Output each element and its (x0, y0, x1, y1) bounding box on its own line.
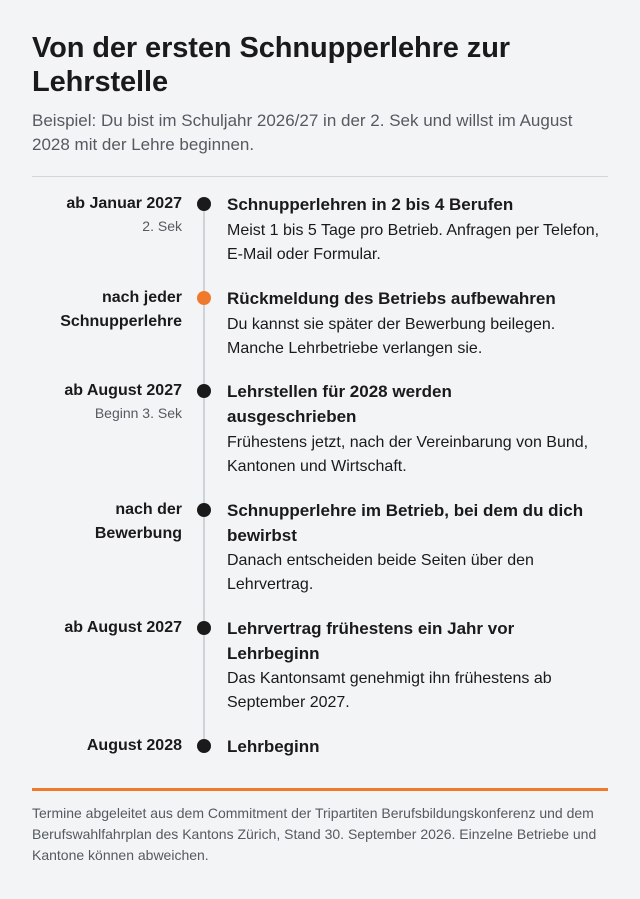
entry-heading: Schnupperlehren in 2 bis 4 Berufen (227, 195, 514, 214)
entry-heading: Rückmeldung des Betriebs aufbewahren (227, 289, 556, 308)
entry-date: ab August 2027 (64, 382, 182, 399)
page-subtitle: Beispiel: Du bist im Schuljahr 2026/27 in der 2. Sek und willst im August 2028 mit der Lehre beginnen. (32, 111, 573, 154)
entry-date: nach der Bewerbung (94, 501, 182, 542)
entry-date-sub: 2. Sek (142, 218, 182, 234)
footer-note: Termine abgeleitet aus dem Commitment der Tripartiten Berufsbildungskonferenz und dem Berufswahlfahrplan des Kantons Zürich, Stand 30. September 2026. Einzelne Betriebe und Kantone können abweichen. (32, 805, 597, 863)
entry-description: Das Kantonsamt genehmigt ihn frühestens ab September 2027. (227, 670, 552, 711)
entry-date: ab Januar 2027 (66, 195, 182, 212)
entry-date: August 2028 (86, 737, 182, 754)
entry-description: Danach entscheiden beide Seiten über den Lehrvertrag. (227, 552, 534, 593)
timeline-dot (197, 739, 211, 753)
entry-heading: Lehrstellen für 2028 werden ausgeschrieben (227, 382, 452, 426)
timeline-dot (197, 384, 211, 398)
timeline-dot (197, 621, 211, 635)
entry-heading: Schnupperlehre im Betrieb, bei dem du dich bewirbst (227, 501, 584, 545)
timeline-line (203, 204, 205, 746)
page-title: Von der ersten Schnupperlehre zur Lehrstelle (32, 32, 510, 98)
timeline-dot (197, 503, 211, 517)
entry-date-sub: Beginn 3. Sek (94, 405, 182, 421)
entry-date: ab August 2027 (64, 619, 182, 636)
bottom-divider (32, 788, 608, 791)
entry-heading: Lehrvertrag frühestens ein Jahr vor Lehrbeginn (227, 619, 515, 663)
entry-description: Meist 1 bis 5 Tage pro Betrieb. Anfragen per Telefon, E-Mail oder Formular. (227, 222, 600, 263)
timeline-dot (197, 197, 211, 211)
timeline-dot-highlight (197, 291, 211, 305)
entry-description: Frühestens jetzt, nach der Vereinbarung von Bund, Kantonen und Wirtschaft. (227, 434, 589, 475)
entry-description: Du kannst sie später der Bewerbung beilegen. Manche Lehrbetriebe verlangen sie. (227, 316, 556, 357)
entry-heading: Lehrbeginn (227, 737, 320, 756)
entry-date: nach jeder Schnupperlehre (60, 289, 182, 330)
